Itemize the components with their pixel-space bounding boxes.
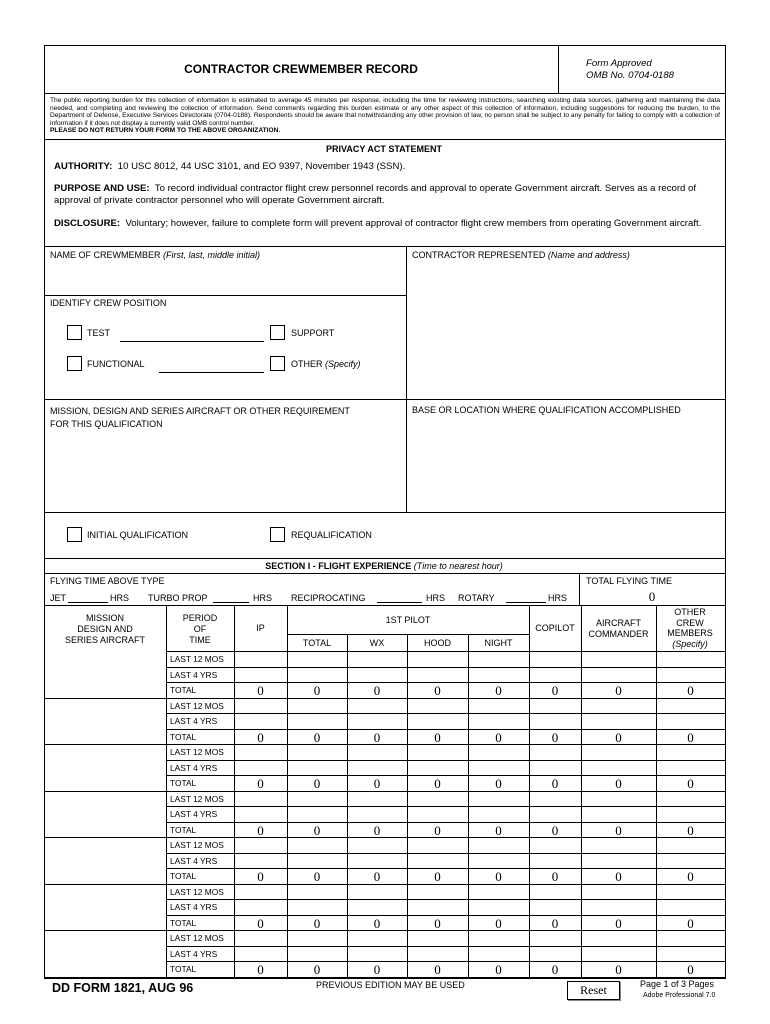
period-label: LAST 4 YRS — [170, 716, 218, 726]
other-checkbox[interactable] — [270, 356, 285, 371]
hours-cell[interactable] — [287, 885, 347, 900]
total-cell[interactable]: 0 — [257, 729, 264, 745]
hours-cell[interactable] — [656, 652, 725, 667]
section-1-title-hint: (Time to nearest hour) — [413, 561, 503, 571]
total-cell[interactable]: 0 — [687, 729, 694, 745]
total-cell[interactable]: 0 — [257, 869, 264, 884]
hours-cell[interactable] — [468, 807, 529, 822]
col-first-pilot: 1ST PILOT — [385, 615, 431, 625]
col-other-crew: OTHER CREW MEMBERS (Specify) — [667, 607, 713, 649]
hours-cell[interactable] — [468, 900, 529, 915]
hours-cell[interactable] — [407, 885, 468, 900]
burden-statement — [50, 97, 720, 135]
rotary-hrs-label: HRS — [548, 593, 568, 603]
hours-cell[interactable] — [234, 854, 287, 869]
mission-aircraft-input[interactable] — [45, 652, 165, 697]
period-label: LAST 12 MOS — [170, 747, 224, 757]
col-copilot: COPILOT — [535, 623, 575, 633]
hours-cell[interactable] — [468, 668, 529, 683]
total-cell[interactable]: 0 — [615, 683, 622, 698]
total-cell[interactable]: 0 — [313, 869, 321, 884]
other-label — [291, 359, 361, 369]
header-divider — [558, 45, 559, 93]
total-cell[interactable]: 0 — [313, 962, 321, 977]
purpose-text: To record individual contractor flight crew personnel records and approval to operate Government aircraft. Serves as a record of approval of private contractor personnel who will operate Government aircraft. — [54, 183, 697, 206]
hours-cell[interactable] — [581, 931, 656, 946]
total-cell[interactable]: 0 — [687, 776, 694, 791]
hours-cell[interactable] — [287, 854, 347, 869]
reciprocating-hours-input[interactable] — [377, 602, 422, 603]
total-cell[interactable]: 0 — [551, 915, 559, 931]
hours-cell[interactable] — [529, 792, 581, 807]
hours-cell[interactable] — [234, 761, 287, 776]
period-label: LAST 4 YRS — [170, 948, 218, 959]
total-cell[interactable]: 0 — [373, 869, 381, 884]
rotary-hours-input[interactable] — [506, 602, 546, 603]
base-label: BASE OR LOCATION WHERE QUALIFICATION ACCOMPLISHED — [412, 405, 681, 415]
hours-cell[interactable] — [407, 699, 468, 714]
total-cell[interactable]: 0 — [257, 962, 264, 977]
hours-cell[interactable] — [347, 838, 407, 853]
hours-cell[interactable] — [234, 668, 287, 683]
total-flying-time-value[interactable]: 0 — [648, 589, 656, 604]
hours-cell[interactable] — [234, 931, 287, 946]
hours-cell[interactable] — [347, 792, 407, 807]
total-cell[interactable]: 0 — [615, 869, 622, 884]
turbo-prop-hours-input[interactable] — [213, 602, 249, 603]
period-label: LAST 12 MOS — [170, 700, 224, 711]
hours-cell[interactable] — [468, 745, 529, 760]
hours-cell[interactable] — [234, 652, 287, 667]
hours-cell[interactable] — [234, 745, 287, 760]
total-cell[interactable]: 0 — [373, 683, 381, 698]
hours-cell[interactable] — [581, 900, 656, 915]
hours-cell[interactable] — [287, 761, 347, 776]
hours-cell[interactable] — [656, 714, 725, 729]
total-cell[interactable]: 0 — [551, 683, 559, 698]
hours-cell[interactable] — [234, 699, 287, 714]
mission-label-line2: FOR THIS QUALIFICATION — [50, 419, 163, 429]
requalification-checkbox[interactable] — [270, 527, 285, 542]
mission-aircraft-input[interactable] — [45, 745, 165, 790]
section-1-title-text: SECTION I - FLIGHT EXPERIENCE — [265, 561, 412, 571]
period-label: TOTAL — [170, 964, 197, 974]
period-label: TOTAL — [170, 731, 197, 742]
authority-text: 10 USC 8012, 44 USC 3101, and EO 9397, November 1943 (SSN). — [117, 161, 406, 172]
contractor-label: CONTRACTOR REPRESENTED — [412, 250, 546, 260]
hours-cell[interactable] — [468, 947, 529, 962]
hours-cell[interactable] — [234, 807, 287, 822]
hours-cell[interactable] — [287, 900, 347, 915]
hours-cell[interactable] — [581, 947, 656, 962]
hours-cell[interactable] — [407, 668, 468, 683]
hours-cell[interactable] — [347, 931, 407, 946]
hours-cell[interactable] — [347, 761, 407, 776]
hours-cell[interactable] — [407, 792, 468, 807]
total-cell[interactable]: 0 — [257, 683, 264, 698]
hours-cell[interactable] — [529, 854, 581, 869]
total-cell[interactable]: 0 — [434, 683, 441, 698]
hours-cell[interactable] — [347, 668, 407, 683]
mission-aircraft-input[interactable] — [45, 931, 165, 976]
total-cell[interactable]: 0 — [687, 962, 694, 977]
total-cell[interactable]: 0 — [615, 915, 622, 931]
hours-cell[interactable] — [234, 947, 287, 962]
total-cell[interactable]: 0 — [313, 776, 321, 791]
total-cell[interactable]: 0 — [313, 729, 321, 745]
turbo-prop-label: TURBO PROP — [148, 593, 208, 603]
hours-cell[interactable] — [407, 652, 468, 667]
test-label: TEST — [87, 328, 111, 338]
col-aircraft-commander: AIRCRAFT COMMANDER — [588, 618, 649, 639]
disclosure-text: Voluntary; however, failure to complete form will prevent approval of contractor flight crew members from operating Government aircraft. — [125, 218, 702, 229]
total-cell[interactable]: 0 — [313, 915, 321, 931]
hours-cell[interactable] — [529, 652, 581, 667]
mission-aircraft-input[interactable] — [45, 838, 165, 883]
hours-cell[interactable] — [468, 699, 529, 714]
hours-cell[interactable] — [581, 792, 656, 807]
functional-label: FUNCTIONAL — [87, 359, 145, 369]
other-hint: (Specify) — [325, 359, 361, 369]
period-label: LAST 4 YRS — [170, 809, 218, 819]
burden-text: The public reporting burden for this collection of information is estimated to average 45 minutes per response, including the time for reviewing instructions, searching existing data sources, gathering and maintaining the data needed, and completing and reviewing the collection of information. Send comments regarding this burden estimate or any other aspect of this collection of information, including suggestions for reducing the burden, to the Department of Defense, Executive Services Directorate (0704-0188). Respondents should be aware that notwithstanding any other provision of law, no person shall be subject to any penalty for failing to comply with a collection of information if it does not display a currently valid OMB control number. — [50, 97, 720, 127]
period-label: LAST 12 MOS — [170, 840, 224, 850]
total-cell[interactable]: 0 — [313, 683, 321, 698]
total-cell[interactable]: 0 — [373, 962, 381, 977]
support-checkbox[interactable] — [270, 325, 285, 340]
hours-cell[interactable] — [468, 792, 529, 807]
hours-cell[interactable] — [581, 668, 656, 683]
reciprocating-label: RECIPROCATING — [291, 593, 366, 603]
name-hint: (First, last, middle initial) — [163, 250, 261, 260]
reciprocating-hrs-label: HRS — [426, 593, 446, 603]
rotary-label: ROTARY — [458, 593, 495, 603]
hours-cell[interactable] — [529, 838, 581, 853]
flying-time-above-type-label: FLYING TIME ABOVE TYPE — [50, 576, 165, 586]
jet-hours-input[interactable] — [68, 602, 108, 603]
hours-cell[interactable] — [287, 668, 347, 683]
total-cell[interactable]: 0 — [495, 683, 502, 698]
period-label: TOTAL — [170, 778, 197, 788]
hours-cell[interactable] — [581, 652, 656, 667]
col-ip: IP — [256, 623, 265, 633]
total-cell[interactable]: 0 — [434, 869, 441, 884]
hours-cell[interactable] — [287, 699, 347, 714]
hours-cell[interactable] — [287, 931, 347, 946]
mission-label — [50, 405, 350, 431]
omb-number: OMB No. 0704-0188 — [586, 70, 674, 81]
hours-cell[interactable] — [656, 854, 725, 869]
test-checkbox[interactable] — [67, 325, 82, 340]
hours-cell[interactable] — [347, 854, 407, 869]
contractor-hint: (Name and address) — [547, 250, 630, 260]
hours-cell[interactable] — [347, 947, 407, 962]
hours-cell[interactable] — [234, 900, 287, 915]
total-cell[interactable]: 0 — [434, 962, 441, 977]
total-cell[interactable]: 0 — [495, 869, 502, 884]
col-total: TOTAL — [302, 638, 332, 648]
total-cell[interactable]: 0 — [313, 822, 321, 838]
total-cell[interactable]: 0 — [687, 683, 694, 698]
name-label: NAME OF CREWMEMBER — [50, 250, 161, 260]
hours-cell[interactable] — [468, 761, 529, 776]
total-cell[interactable]: 0 — [615, 962, 622, 977]
crew-position-label: IDENTIFY CREW POSITION — [50, 298, 167, 308]
hours-cell[interactable] — [529, 931, 581, 946]
total-cell[interactable]: 0 — [373, 822, 381, 838]
jet-label: JET — [50, 593, 67, 603]
total-cell[interactable]: 0 — [615, 729, 622, 745]
hours-cell[interactable] — [234, 885, 287, 900]
hours-cell[interactable] — [407, 947, 468, 962]
hours-cell[interactable] — [234, 714, 287, 729]
hours-cell[interactable] — [529, 699, 581, 714]
functional-input[interactable] — [159, 372, 264, 373]
total-cell[interactable]: 0 — [257, 776, 264, 791]
col-wx: WX — [369, 638, 385, 648]
hours-cell[interactable] — [656, 699, 725, 714]
hours-cell[interactable] — [347, 745, 407, 760]
mission-aircraft-input[interactable] — [45, 792, 165, 837]
total-cell[interactable]: 0 — [373, 729, 381, 745]
period-label: LAST 12 MOS — [170, 886, 224, 897]
hours-cell[interactable] — [529, 885, 581, 900]
mission-aircraft-input[interactable] — [45, 699, 165, 744]
hours-cell[interactable] — [287, 652, 347, 667]
authority — [54, 161, 718, 172]
hours-cell[interactable] — [287, 792, 347, 807]
total-cell[interactable]: 0 — [687, 869, 694, 884]
hours-cell[interactable] — [407, 900, 468, 915]
hours-cell[interactable] — [656, 931, 725, 946]
hours-cell[interactable] — [468, 838, 529, 853]
period-label: TOTAL — [170, 917, 197, 928]
section-1-title — [44, 561, 724, 571]
hours-cell[interactable] — [468, 652, 529, 667]
hours-cell[interactable] — [656, 668, 725, 683]
total-cell[interactable]: 0 — [615, 822, 622, 838]
purpose — [54, 183, 718, 207]
hours-cell[interactable] — [656, 900, 725, 915]
other-text: OTHER — [291, 359, 323, 369]
hours-cell[interactable] — [656, 761, 725, 776]
hours-cell[interactable] — [287, 947, 347, 962]
jet-hrs-label: HRS — [110, 593, 130, 603]
hours-cell[interactable] — [347, 714, 407, 729]
hours-cell[interactable] — [468, 931, 529, 946]
hours-cell[interactable] — [347, 652, 407, 667]
col-hood: HOOD — [424, 638, 451, 648]
hours-cell[interactable] — [656, 745, 725, 760]
mission-aircraft-input[interactable] — [45, 885, 165, 930]
functional-checkbox[interactable] — [67, 356, 82, 371]
hours-cell[interactable] — [407, 761, 468, 776]
authority-label: AUTHORITY: — [54, 161, 113, 172]
hours-cell[interactable] — [529, 761, 581, 776]
mission-requirement-input[interactable] — [46, 432, 404, 510]
privacy-title: PRIVACY ACT STATEMENT — [325, 144, 442, 154]
total-cell[interactable]: 0 — [551, 822, 559, 838]
total-cell[interactable]: 0 — [551, 962, 559, 977]
total-cell[interactable]: 0 — [373, 915, 381, 931]
hours-cell[interactable] — [581, 885, 656, 900]
form-id: DD FORM 1821, AUG 96 — [52, 981, 194, 995]
total-cell[interactable]: 0 — [373, 776, 381, 791]
period-label: LAST 4 YRS — [170, 855, 218, 866]
name-field-label — [50, 250, 260, 260]
hours-cell[interactable] — [407, 931, 468, 946]
hours-cell[interactable] — [407, 838, 468, 853]
form-approved: Form Approved — [586, 58, 652, 69]
hours-cell[interactable] — [347, 885, 407, 900]
name-of-crewmember-input[interactable] — [46, 262, 404, 294]
hours-cell[interactable] — [234, 792, 287, 807]
total-cell[interactable]: 0 — [434, 729, 441, 745]
hours-cell[interactable] — [529, 745, 581, 760]
total-cell[interactable]: 0 — [434, 776, 441, 791]
hours-cell[interactable] — [529, 668, 581, 683]
purpose-label: PURPOSE AND USE: — [54, 183, 150, 194]
total-cell[interactable]: 0 — [551, 729, 559, 745]
hours-cell[interactable] — [407, 854, 468, 869]
period-label: LAST 4 YRS — [170, 762, 218, 773]
turbo-prop-hrs-label: HRS — [253, 593, 273, 603]
contractor-represented-input[interactable] — [408, 262, 722, 398]
contractor-field-label — [412, 250, 630, 260]
hours-cell[interactable] — [581, 838, 656, 853]
hours-cell[interactable] — [529, 714, 581, 729]
hours-cell[interactable] — [287, 745, 347, 760]
total-cell[interactable]: 0 — [257, 822, 264, 838]
col-mission: MISSION DESIGN AND SERIES AIRCRAFT — [64, 613, 145, 645]
hours-cell[interactable] — [347, 807, 407, 822]
hours-cell[interactable] — [581, 807, 656, 822]
reset-button[interactable]: Reset — [567, 981, 620, 1000]
mission-label-line1: MISSION, DESIGN AND SERIES AIRCRAFT OR OTHER REQUIREMENT — [50, 406, 350, 416]
previous-edition: PREVIOUS EDITION MAY BE USED — [316, 980, 465, 990]
total-cell[interactable]: 0 — [434, 915, 441, 931]
period-label: LAST 12 MOS — [170, 654, 224, 664]
test-input[interactable] — [120, 341, 264, 342]
total-cell[interactable]: 0 — [495, 776, 502, 791]
total-cell[interactable]: 0 — [551, 776, 559, 791]
hours-cell[interactable] — [656, 792, 725, 807]
initial-qualification-label: INITIAL QUALIFICATION — [87, 530, 189, 540]
support-label: SUPPORT — [291, 328, 335, 338]
period-label: LAST 12 MOS — [170, 933, 224, 943]
disclosure — [54, 218, 718, 230]
hours-cell[interactable] — [656, 807, 725, 822]
hours-cell[interactable] — [287, 838, 347, 853]
page-number: Page 1 of 3 Pages — [640, 979, 715, 989]
period-label: LAST 4 YRS — [170, 669, 218, 680]
hours-cell[interactable] — [581, 745, 656, 760]
initial-qualification-checkbox[interactable] — [67, 527, 82, 542]
hours-cell[interactable] — [529, 807, 581, 822]
adobe-version: Adobe Professional 7.0 — [643, 992, 716, 999]
total-cell[interactable]: 0 — [615, 776, 622, 791]
col-period: PERIOD OF TIME — [182, 613, 218, 645]
hours-cell[interactable] — [529, 900, 581, 915]
total-cell[interactable]: 0 — [495, 962, 502, 977]
hours-cell[interactable] — [581, 761, 656, 776]
col-night: NIGHT — [484, 638, 513, 648]
period-label: LAST 12 MOS — [170, 793, 224, 804]
hours-cell[interactable] — [468, 885, 529, 900]
period-label: TOTAL — [170, 685, 197, 695]
burden-notice: PLEASE DO NOT RETURN YOUR FORM TO THE ABOVE ORGANIZATION. — [50, 127, 281, 135]
total-cell[interactable]: 0 — [551, 869, 559, 884]
total-cell[interactable]: 0 — [495, 915, 502, 931]
hours-cell[interactable] — [581, 714, 656, 729]
total-flying-time-label: TOTAL FLYING TIME — [586, 576, 673, 586]
total-cell[interactable]: 0 — [687, 915, 694, 931]
total-cell[interactable]: 0 — [687, 822, 694, 838]
period-label: TOTAL — [170, 871, 197, 881]
hours-cell[interactable] — [581, 854, 656, 869]
base-location-input[interactable] — [408, 418, 722, 510]
hours-cell[interactable] — [287, 714, 347, 729]
hours-cell[interactable] — [529, 947, 581, 962]
page-title: CONTRACTOR CREWMEMBER RECORD — [184, 62, 418, 76]
total-cell[interactable]: 0 — [495, 822, 502, 838]
total-cell[interactable]: 0 — [434, 822, 441, 838]
hours-cell[interactable] — [656, 947, 725, 962]
total-cell[interactable]: 0 — [495, 729, 502, 745]
hours-cell[interactable] — [656, 885, 725, 900]
requalification-label: REQUALIFICATION — [291, 530, 372, 540]
hours-cell[interactable] — [581, 699, 656, 714]
hours-cell[interactable] — [407, 745, 468, 760]
hours-cell[interactable] — [407, 807, 468, 822]
hours-cell[interactable] — [656, 838, 725, 853]
hours-cell[interactable] — [468, 854, 529, 869]
period-label: TOTAL — [170, 824, 197, 835]
total-cell[interactable]: 0 — [257, 915, 264, 931]
hours-cell[interactable] — [347, 900, 407, 915]
disclosure-label: DISCLOSURE: — [54, 218, 121, 229]
hours-cell[interactable] — [407, 714, 468, 729]
hours-cell[interactable] — [468, 714, 529, 729]
hours-cell[interactable] — [347, 699, 407, 714]
hours-cell[interactable] — [234, 838, 287, 853]
hours-cell[interactable] — [287, 807, 347, 822]
period-label: LAST 4 YRS — [170, 902, 218, 912]
